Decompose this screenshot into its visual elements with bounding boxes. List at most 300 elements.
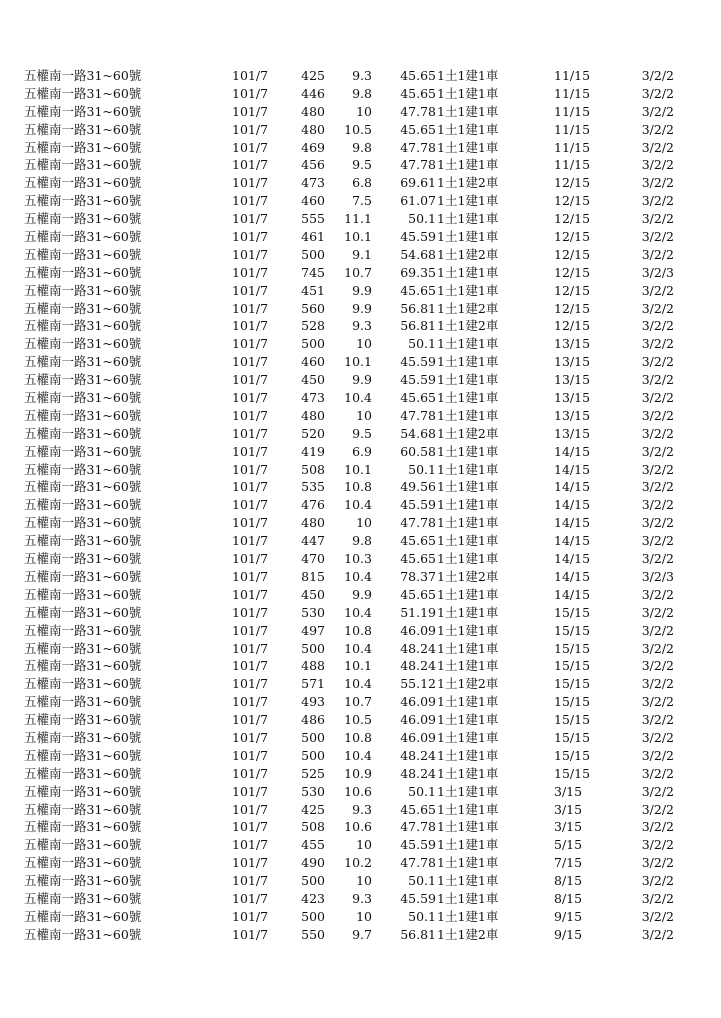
floor-cell: 14/15 (554, 533, 591, 549)
type-cell: 3/2/2 (641, 372, 674, 388)
unit-price-cell: 9.9 (352, 372, 372, 388)
total-price-cell: 500 (301, 873, 325, 889)
floor-cell: 14/15 (554, 568, 591, 584)
type-cell: 3/2/2 (641, 103, 674, 119)
date-cell: 101/7 (232, 783, 269, 799)
table-row (0, 801, 721, 819)
layout-cell: 1土1建1車 (437, 855, 499, 871)
address-cell: 五權南一路31~60號 (24, 765, 142, 781)
floor-cell: 14/15 (554, 461, 591, 477)
floor-cell: 14/15 (554, 551, 591, 567)
floor-cell: 3/15 (554, 783, 583, 799)
total-price-cell: 480 (301, 515, 325, 531)
floor-cell: 12/15 (554, 282, 591, 298)
area-cell: 50.1 (408, 211, 436, 227)
date-cell: 101/7 (232, 497, 269, 513)
unit-price-cell: 10 (356, 873, 372, 889)
unit-price-cell: 10.4 (344, 676, 372, 692)
date-cell: 101/7 (232, 765, 269, 781)
area-cell: 47.78 (400, 515, 436, 531)
table-row (0, 586, 721, 604)
floor-cell: 15/15 (554, 729, 591, 745)
layout-cell: 1土1建1車 (437, 443, 499, 459)
date-cell: 101/7 (232, 890, 269, 906)
address-cell: 五權南一路31~60號 (24, 658, 142, 674)
layout-cell: 1土1建1車 (437, 783, 499, 799)
total-price-cell: 456 (301, 157, 325, 173)
area-cell: 47.78 (400, 103, 436, 119)
address-cell: 五權南一路31~60號 (24, 264, 142, 280)
layout-cell: 1土1建2車 (437, 246, 499, 262)
date-cell: 101/7 (232, 246, 269, 262)
type-cell: 3/2/2 (641, 443, 674, 459)
type-cell: 3/2/2 (641, 318, 674, 334)
table-row (0, 747, 721, 765)
unit-price-cell: 10.5 (344, 712, 372, 728)
floor-cell: 3/15 (554, 801, 583, 817)
address-cell: 五權南一路31~60號 (24, 855, 142, 871)
floor-cell: 13/15 (554, 372, 591, 388)
unit-price-cell: 10.9 (344, 765, 372, 781)
total-price-cell: 455 (301, 837, 325, 853)
date-cell: 101/7 (232, 676, 269, 692)
address-cell: 五權南一路31~60號 (24, 372, 142, 388)
date-cell: 101/7 (232, 479, 269, 495)
date-cell: 101/7 (232, 908, 269, 924)
layout-cell: 1土1建1車 (437, 68, 499, 83)
address-cell: 五權南一路31~60號 (24, 407, 142, 423)
total-price-cell: 480 (301, 121, 325, 137)
unit-price-cell: 9.5 (352, 425, 372, 441)
date-cell: 101/7 (232, 282, 269, 298)
layout-cell: 1土1建1車 (437, 372, 499, 388)
table-row (0, 836, 721, 854)
table-row (0, 872, 721, 890)
table-row (0, 640, 721, 658)
floor-cell: 11/15 (554, 85, 591, 101)
table-row (0, 693, 721, 711)
floor-cell: 8/15 (554, 873, 583, 889)
date-cell: 101/7 (232, 873, 269, 889)
total-price-cell: 470 (301, 551, 325, 567)
floor-cell: 7/15 (554, 855, 583, 871)
type-cell: 3/2/3 (641, 264, 674, 280)
area-cell: 48.24 (400, 658, 436, 674)
address-cell: 五權南一路31~60號 (24, 121, 142, 137)
address-cell: 五權南一路31~60號 (24, 229, 142, 245)
layout-cell: 1土1建1車 (437, 336, 499, 352)
layout-cell: 1土1建1車 (437, 837, 499, 853)
floor-cell: 13/15 (554, 407, 591, 423)
date-cell: 101/7 (232, 622, 269, 638)
address-cell: 五權南一路31~60號 (24, 318, 142, 334)
layout-cell: 1土1建1車 (437, 193, 499, 209)
address-cell: 五權南一路31~60號 (24, 103, 142, 119)
floor-cell: 15/15 (554, 694, 591, 710)
table-row (0, 353, 721, 371)
layout-cell: 1土1建1車 (437, 497, 499, 513)
total-price-cell: 500 (301, 246, 325, 262)
floor-cell: 12/15 (554, 300, 591, 316)
area-cell: 50.1 (408, 461, 436, 477)
date-cell: 101/7 (232, 551, 269, 567)
address-cell: 五權南一路31~60號 (24, 300, 142, 316)
address-cell: 五權南一路31~60號 (24, 622, 142, 638)
unit-price-cell: 10 (356, 515, 372, 531)
layout-cell: 1土1建1車 (437, 586, 499, 602)
total-price-cell: 520 (301, 425, 325, 441)
table-row (0, 246, 721, 264)
total-price-cell: 555 (301, 211, 325, 227)
type-cell: 3/2/2 (641, 68, 674, 83)
area-cell: 56.81 (400, 300, 436, 316)
date-cell: 101/7 (232, 729, 269, 745)
date-cell: 101/7 (232, 837, 269, 853)
layout-cell: 1土1建1車 (437, 729, 499, 745)
floor-cell: 11/15 (554, 121, 591, 137)
address-cell: 五權南一路31~60號 (24, 694, 142, 710)
unit-price-cell: 6.8 (352, 175, 372, 191)
total-price-cell: 528 (301, 318, 325, 334)
area-cell: 78.37 (400, 568, 436, 584)
unit-price-cell: 10 (356, 407, 372, 423)
area-cell: 50.1 (408, 908, 436, 924)
date-cell: 101/7 (232, 712, 269, 728)
type-cell: 3/2/2 (641, 85, 674, 101)
address-cell: 五權南一路31~60號 (24, 801, 142, 817)
unit-price-cell: 9.9 (352, 282, 372, 298)
layout-cell: 1土1建1車 (437, 264, 499, 280)
table-row (0, 890, 721, 908)
area-cell: 45.59 (400, 229, 436, 245)
floor-cell: 14/15 (554, 443, 591, 459)
total-price-cell: 473 (301, 390, 325, 406)
address-cell: 五權南一路31~60號 (24, 336, 142, 352)
area-cell: 48.24 (400, 765, 436, 781)
floor-cell: 12/15 (554, 264, 591, 280)
layout-cell: 1土1建1車 (437, 658, 499, 674)
date-cell: 101/7 (232, 121, 269, 137)
area-cell: 45.59 (400, 354, 436, 370)
table-row (0, 300, 721, 318)
table-row (0, 550, 721, 568)
total-price-cell: 500 (301, 729, 325, 745)
total-price-cell: 493 (301, 694, 325, 710)
address-cell: 五權南一路31~60號 (24, 640, 142, 656)
unit-price-cell: 10.4 (344, 568, 372, 584)
unit-price-cell: 11.1 (344, 211, 372, 227)
area-cell: 45.59 (400, 372, 436, 388)
table-row (0, 729, 721, 747)
date-cell: 101/7 (232, 747, 269, 763)
layout-cell: 1土1建1車 (437, 712, 499, 728)
unit-price-cell: 10 (356, 103, 372, 119)
area-cell: 55.12 (400, 676, 436, 692)
table-row (0, 156, 721, 174)
area-cell: 47.78 (400, 157, 436, 173)
unit-price-cell: 9.9 (352, 300, 372, 316)
layout-cell: 1土1建1車 (437, 139, 499, 155)
date-cell: 101/7 (232, 568, 269, 584)
unit-price-cell: 10.6 (344, 783, 372, 799)
date-cell: 101/7 (232, 68, 269, 83)
date-cell: 101/7 (232, 372, 269, 388)
address-cell: 五權南一路31~60號 (24, 890, 142, 906)
unit-price-cell: 9.1 (352, 246, 372, 262)
layout-cell: 1土1建2車 (437, 926, 499, 942)
table-row (0, 282, 721, 300)
date-cell: 101/7 (232, 425, 269, 441)
total-price-cell: 508 (301, 461, 325, 477)
area-cell: 45.65 (400, 282, 436, 298)
layout-cell: 1土1建2車 (437, 300, 499, 316)
floor-cell: 12/15 (554, 175, 591, 191)
layout-cell: 1土1建1車 (437, 390, 499, 406)
type-cell: 3/2/2 (641, 801, 674, 817)
layout-cell: 1土1建1車 (437, 85, 499, 101)
type-cell: 3/2/2 (641, 855, 674, 871)
total-price-cell: 490 (301, 855, 325, 871)
table-row (0, 139, 721, 157)
address-cell: 五權南一路31~60號 (24, 157, 142, 173)
layout-cell: 1土1建1車 (437, 515, 499, 531)
unit-price-cell: 10 (356, 837, 372, 853)
date-cell: 101/7 (232, 264, 269, 280)
type-cell: 3/2/2 (641, 873, 674, 889)
floor-cell: 12/15 (554, 229, 591, 245)
address-cell: 五權南一路31~60號 (24, 139, 142, 155)
floor-cell: 14/15 (554, 515, 591, 531)
type-cell: 3/2/2 (641, 246, 674, 262)
area-cell: 45.65 (400, 390, 436, 406)
layout-cell: 1土1建2車 (437, 568, 499, 584)
date-cell: 101/7 (232, 390, 269, 406)
type-cell: 3/2/2 (641, 640, 674, 656)
layout-cell: 1土1建1車 (437, 640, 499, 656)
date-cell: 101/7 (232, 175, 269, 191)
layout-cell: 1土1建1車 (437, 407, 499, 423)
unit-price-cell: 9.3 (352, 890, 372, 906)
date-cell: 101/7 (232, 157, 269, 173)
table-row (0, 818, 721, 836)
table-row (0, 425, 721, 443)
date-cell: 101/7 (232, 229, 269, 245)
table-row (0, 461, 721, 479)
unit-price-cell: 10.3 (344, 551, 372, 567)
total-price-cell: 460 (301, 354, 325, 370)
layout-cell: 1土1建1車 (437, 890, 499, 906)
floor-cell: 9/15 (554, 926, 583, 942)
total-price-cell: 535 (301, 479, 325, 495)
layout-cell: 1土1建1車 (437, 908, 499, 924)
unit-price-cell: 9.3 (352, 68, 372, 83)
floor-cell: 12/15 (554, 211, 591, 227)
layout-cell: 1土1建2車 (437, 318, 499, 334)
date-cell: 101/7 (232, 640, 269, 656)
total-price-cell: 530 (301, 783, 325, 799)
type-cell: 3/2/2 (641, 533, 674, 549)
total-price-cell: 447 (301, 533, 325, 549)
total-price-cell: 451 (301, 282, 325, 298)
unit-price-cell: 10.4 (344, 604, 372, 620)
unit-price-cell: 9.9 (352, 586, 372, 602)
total-price-cell: 450 (301, 586, 325, 602)
table-row (0, 371, 721, 389)
address-cell: 五權南一路31~60號 (24, 747, 142, 763)
layout-cell: 1土1建1車 (437, 479, 499, 495)
type-cell: 3/2/2 (641, 586, 674, 602)
table-row (0, 228, 721, 246)
floor-cell: 13/15 (554, 336, 591, 352)
area-cell: 45.65 (400, 68, 436, 83)
unit-price-cell: 10.1 (344, 658, 372, 674)
table-row (0, 514, 721, 532)
floor-cell: 12/15 (554, 246, 591, 262)
layout-cell: 1土1建1車 (437, 551, 499, 567)
table-row (0, 317, 721, 335)
area-cell: 60.58 (400, 443, 436, 459)
address-cell: 五權南一路31~60號 (24, 515, 142, 531)
address-cell: 五權南一路31~60號 (24, 497, 142, 513)
layout-cell: 1土1建1車 (437, 461, 499, 477)
area-cell: 45.59 (400, 890, 436, 906)
total-price-cell: 486 (301, 712, 325, 728)
unit-price-cell: 10.4 (344, 390, 372, 406)
floor-cell: 13/15 (554, 390, 591, 406)
unit-price-cell: 9.8 (352, 85, 372, 101)
area-cell: 50.1 (408, 873, 436, 889)
area-cell: 54.68 (400, 425, 436, 441)
unit-price-cell: 10 (356, 336, 372, 352)
layout-cell: 1土1建2車 (437, 676, 499, 692)
table-row (0, 210, 721, 228)
type-cell: 3/2/2 (641, 229, 674, 245)
area-cell: 45.65 (400, 121, 436, 137)
date-cell: 101/7 (232, 855, 269, 871)
layout-cell: 1土1建1車 (437, 747, 499, 763)
date-cell: 101/7 (232, 85, 269, 101)
floor-cell: 5/15 (554, 837, 583, 853)
unit-price-cell: 7.5 (352, 193, 372, 209)
type-cell: 3/2/2 (641, 551, 674, 567)
area-cell: 45.59 (400, 837, 436, 853)
table-row (0, 443, 721, 461)
total-price-cell: 476 (301, 497, 325, 513)
type-cell: 3/2/2 (641, 300, 674, 316)
type-cell: 3/2/2 (641, 712, 674, 728)
total-price-cell: 419 (301, 443, 325, 459)
unit-price-cell: 10.1 (344, 461, 372, 477)
layout-cell: 1土1建1車 (437, 819, 499, 835)
unit-price-cell: 10.6 (344, 819, 372, 835)
table-row (0, 67, 721, 85)
type-cell: 3/2/2 (641, 622, 674, 638)
layout-cell: 1土1建1車 (437, 103, 499, 119)
area-cell: 47.78 (400, 855, 436, 871)
table-row (0, 85, 721, 103)
area-cell: 46.09 (400, 729, 436, 745)
table-row (0, 496, 721, 514)
address-cell: 五權南一路31~60號 (24, 873, 142, 889)
area-cell: 47.78 (400, 139, 436, 155)
table-row (0, 675, 721, 693)
date-cell: 101/7 (232, 300, 269, 316)
table-row (0, 926, 721, 944)
date-cell: 101/7 (232, 533, 269, 549)
unit-price-cell: 10.8 (344, 729, 372, 745)
area-cell: 69.35 (400, 264, 436, 280)
type-cell: 3/2/2 (641, 765, 674, 781)
area-cell: 48.24 (400, 747, 436, 763)
area-cell: 47.78 (400, 407, 436, 423)
type-cell: 3/2/2 (641, 747, 674, 763)
address-cell: 五權南一路31~60號 (24, 586, 142, 602)
type-cell: 3/2/2 (641, 121, 674, 137)
type-cell: 3/2/2 (641, 837, 674, 853)
total-price-cell: 530 (301, 604, 325, 620)
unit-price-cell: 10.1 (344, 229, 372, 245)
date-cell: 101/7 (232, 801, 269, 817)
floor-cell: 15/15 (554, 622, 591, 638)
total-price-cell: 480 (301, 407, 325, 423)
table-row (0, 478, 721, 496)
type-cell: 3/2/2 (641, 658, 674, 674)
unit-price-cell: 10.7 (344, 264, 372, 280)
table-row (0, 407, 721, 425)
total-price-cell: 500 (301, 336, 325, 352)
table-row (0, 854, 721, 872)
type-cell: 3/2/2 (641, 461, 674, 477)
floor-cell: 9/15 (554, 908, 583, 924)
floor-cell: 11/15 (554, 139, 591, 155)
table-row (0, 657, 721, 675)
unit-price-cell: 10 (356, 908, 372, 924)
address-cell: 五權南一路31~60號 (24, 533, 142, 549)
type-cell: 3/2/2 (641, 139, 674, 155)
layout-cell: 1土1建2車 (437, 175, 499, 191)
address-cell: 五權南一路31~60號 (24, 819, 142, 835)
date-cell: 101/7 (232, 354, 269, 370)
floor-cell: 8/15 (554, 890, 583, 906)
type-cell: 3/2/2 (641, 819, 674, 835)
area-cell: 51.19 (400, 604, 436, 620)
area-cell: 54.68 (400, 246, 436, 262)
total-price-cell: 469 (301, 139, 325, 155)
address-cell: 五權南一路31~60號 (24, 390, 142, 406)
unit-price-cell: 10.8 (344, 479, 372, 495)
unit-price-cell: 9.8 (352, 139, 372, 155)
unit-price-cell: 9.5 (352, 157, 372, 173)
type-cell: 3/2/2 (641, 890, 674, 906)
date-cell: 101/7 (232, 318, 269, 334)
unit-price-cell: 10.5 (344, 121, 372, 137)
floor-cell: 15/15 (554, 712, 591, 728)
type-cell: 3/2/2 (641, 694, 674, 710)
layout-cell: 1土1建1車 (437, 873, 499, 889)
table-row (0, 908, 721, 926)
layout-cell: 1土1建1車 (437, 622, 499, 638)
area-cell: 48.24 (400, 640, 436, 656)
layout-cell: 1土1建1車 (437, 533, 499, 549)
floor-cell: 15/15 (554, 604, 591, 620)
total-price-cell: 500 (301, 747, 325, 763)
table-row (0, 103, 721, 121)
area-cell: 45.59 (400, 497, 436, 513)
floor-cell: 3/15 (554, 819, 583, 835)
type-cell: 3/2/2 (641, 676, 674, 692)
type-cell: 3/2/2 (641, 783, 674, 799)
area-cell: 45.65 (400, 586, 436, 602)
